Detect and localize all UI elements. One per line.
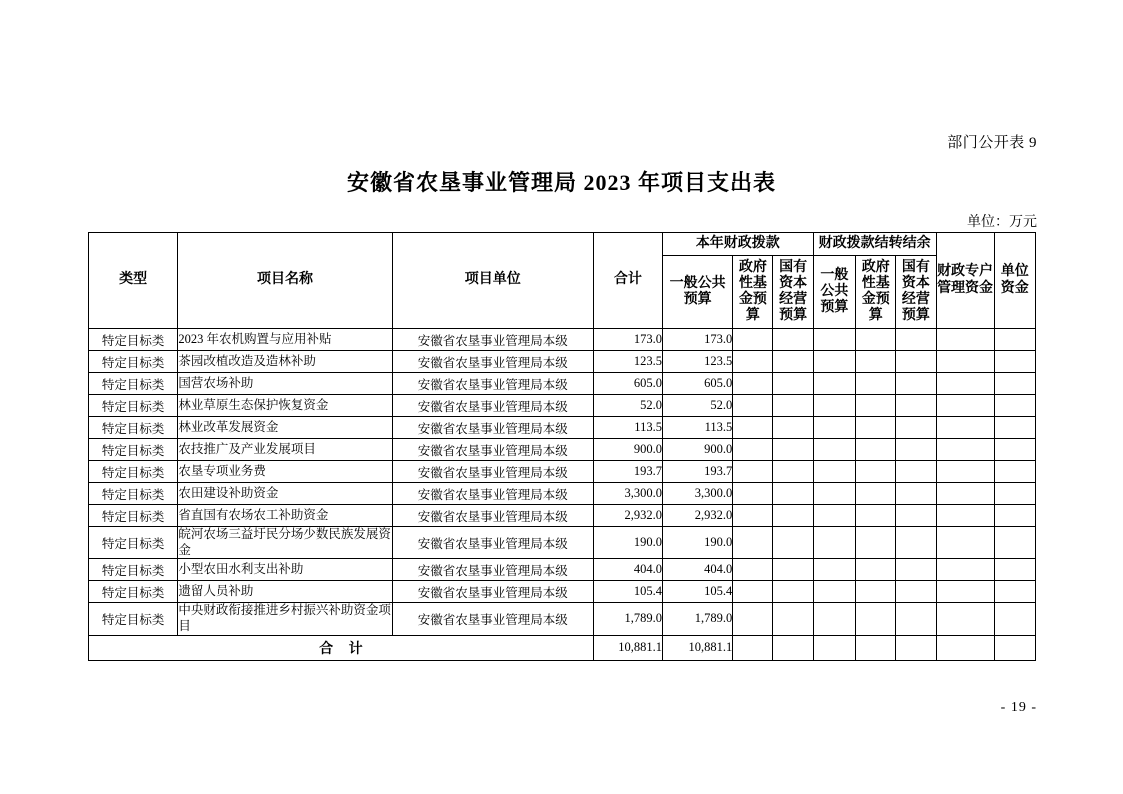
cell-gov-fund-budget	[733, 483, 773, 505]
cell-total: 190.0	[593, 527, 662, 559]
cell-state-capital-budget	[773, 373, 813, 395]
cell-general-public-budget: 52.0	[662, 395, 732, 417]
cell-carry-gov-fund-budget	[856, 559, 896, 581]
table-row	[89, 329, 1036, 351]
cell-general-public-budget: 173.0	[662, 329, 732, 351]
cell-fiscal-special-account	[936, 505, 994, 527]
cell-project-unit: 安徽省农垦事业管理局本级	[392, 417, 593, 439]
cell-state-capital-budget	[773, 581, 813, 603]
cell-carry-state-capital-budget	[896, 603, 936, 635]
cell-gov-fund-budget	[733, 527, 773, 559]
cell-project-unit: 安徽省农垦事业管理局本级	[392, 373, 593, 395]
cell-carry-general-public-budget	[813, 351, 855, 373]
cell-state-capital-budget	[773, 461, 813, 483]
cell-unit-funds	[994, 351, 1035, 373]
cell-project-unit: 安徽省农垦事业管理局本级	[392, 603, 593, 635]
cell-carry-gov-fund-budget	[856, 395, 896, 417]
header-carry-general-public-budget: 一般公共预算	[813, 256, 855, 329]
cell-unit-funds	[994, 559, 1035, 581]
cell-unit-funds	[994, 581, 1035, 603]
cell-type: 特定目标类	[89, 559, 178, 581]
cell-gov-fund-budget	[733, 417, 773, 439]
table-row	[89, 351, 1036, 373]
header-general-public-budget: 一般公共预算	[662, 256, 732, 329]
table-header	[89, 233, 1036, 329]
cell-type: 特定目标类	[89, 483, 178, 505]
cell-carry-state-capital-budget	[896, 329, 936, 351]
cell-state-capital-budget	[773, 483, 813, 505]
cell-gov-fund-budget	[733, 395, 773, 417]
cell-carry-gov-fund-budget	[856, 461, 896, 483]
cell-project-name: 农垦专项业务费	[178, 461, 392, 483]
cell-carry-state-capital-budget	[896, 559, 936, 581]
cell-type: 特定目标类	[89, 581, 178, 603]
cell-general-public-budget: 3,300.0	[662, 483, 732, 505]
cell-carry-general-public-budget	[813, 559, 855, 581]
cell-total: 105.4	[593, 581, 662, 603]
cell-carry-gov-fund-budget	[856, 581, 896, 603]
cell-gov-fund-budget	[733, 505, 773, 527]
cell-project-unit: 安徽省农垦事业管理局本级	[392, 527, 593, 559]
header-project-name: 项目名称	[178, 233, 392, 329]
cell-total: 2,932.0	[593, 505, 662, 527]
header-group-fiscal-year: 本年财政拨款	[662, 233, 813, 256]
cell-unit-funds	[994, 439, 1035, 461]
cell-project-unit: 安徽省农垦事业管理局本级	[392, 329, 593, 351]
header-carry-gov-fund-budget: 政府性基金预算	[856, 256, 896, 329]
cell-type: 特定目标类	[89, 461, 178, 483]
header-fiscal-special-account: 财政专户管理资金	[936, 233, 994, 329]
cell-project-name: 国营农场补助	[178, 373, 392, 395]
cell-project-unit: 安徽省农垦事业管理局本级	[392, 351, 593, 373]
cell-gov-fund-budget	[733, 461, 773, 483]
cell-carry-gov-fund-budget	[856, 351, 896, 373]
cell-carry-general-public-budget	[813, 395, 855, 417]
cell-general-public-budget: 900.0	[662, 439, 732, 461]
header-state-capital-budget: 国有资本经营预算	[773, 256, 813, 329]
table-row	[89, 527, 1036, 559]
cell-carry-general-public-budget	[813, 603, 855, 635]
cell-project-name: 林业草原生态保护恢复资金	[178, 395, 392, 417]
cell-fiscal-special-account	[936, 439, 994, 461]
cell-state-capital-budget	[773, 559, 813, 581]
table-row	[89, 603, 1036, 635]
total-carry-state-capital-budget	[896, 635, 936, 660]
cell-general-public-budget: 1,789.0	[662, 603, 732, 635]
cell-general-public-budget: 113.5	[662, 417, 732, 439]
cell-gov-fund-budget	[733, 603, 773, 635]
cell-gov-fund-budget	[733, 559, 773, 581]
cell-unit-funds	[994, 483, 1035, 505]
cell-fiscal-special-account	[936, 351, 994, 373]
cell-type: 特定目标类	[89, 417, 178, 439]
cell-fiscal-special-account	[936, 417, 994, 439]
cell-gov-fund-budget	[733, 581, 773, 603]
header-project-unit: 项目单位	[392, 233, 593, 329]
project-expenditure-table	[88, 232, 1036, 661]
cell-unit-funds	[994, 417, 1035, 439]
cell-general-public-budget: 193.7	[662, 461, 732, 483]
unit-note: 单位：万元	[967, 215, 1037, 230]
cell-project-unit: 安徽省农垦事业管理局本级	[392, 505, 593, 527]
total-gov-fund-budget	[733, 635, 773, 660]
cell-total: 3,300.0	[593, 483, 662, 505]
cell-total: 52.0	[593, 395, 662, 417]
cell-state-capital-budget	[773, 527, 813, 559]
cell-project-name: 2023 年农机购置与应用补贴	[178, 329, 392, 351]
cell-project-name: 小型农田水利支出补助	[178, 559, 392, 581]
header-total: 合计	[593, 233, 662, 329]
table-total-row	[89, 635, 1036, 660]
cell-carry-general-public-budget	[813, 373, 855, 395]
cell-total: 1,789.0	[593, 603, 662, 635]
cell-unit-funds	[994, 329, 1035, 351]
page-title: 安徽省农垦事业管理局 2023 年项目支出表	[346, 170, 776, 195]
cell-fiscal-special-account	[936, 603, 994, 635]
cell-fiscal-special-account	[936, 559, 994, 581]
table-row	[89, 395, 1036, 417]
cell-gov-fund-budget	[733, 439, 773, 461]
cell-general-public-budget: 123.5	[662, 351, 732, 373]
cell-type: 特定目标类	[89, 351, 178, 373]
cell-total: 404.0	[593, 559, 662, 581]
cell-carry-state-capital-budget	[896, 461, 936, 483]
cell-carry-state-capital-budget	[896, 351, 936, 373]
cell-carry-state-capital-budget	[896, 373, 936, 395]
total-fiscal-special-account	[936, 635, 994, 660]
cell-project-name: 林业改革发展资金	[178, 417, 392, 439]
cell-carry-general-public-budget	[813, 505, 855, 527]
table-row	[89, 483, 1036, 505]
cell-carry-gov-fund-budget	[856, 483, 896, 505]
table-row	[89, 439, 1036, 461]
cell-total: 900.0	[593, 439, 662, 461]
cell-state-capital-budget	[773, 395, 813, 417]
cell-fiscal-special-account	[936, 373, 994, 395]
cell-carry-gov-fund-budget	[856, 505, 896, 527]
cell-general-public-budget: 105.4	[662, 581, 732, 603]
cell-carry-general-public-budget	[813, 461, 855, 483]
cell-carry-general-public-budget	[813, 581, 855, 603]
table-row	[89, 373, 1036, 395]
cell-general-public-budget: 2,932.0	[662, 505, 732, 527]
cell-general-public-budget: 404.0	[662, 559, 732, 581]
cell-unit-funds	[994, 505, 1035, 527]
cell-gov-fund-budget	[733, 351, 773, 373]
cell-project-unit: 安徽省农垦事业管理局本级	[392, 439, 593, 461]
header-unit-funds: 单位资金	[994, 233, 1035, 329]
total-carry-gov-fund-budget	[856, 635, 896, 660]
cell-gov-fund-budget	[733, 329, 773, 351]
page-number: - 19 -	[1000, 700, 1037, 715]
cell-total: 193.7	[593, 461, 662, 483]
cell-carry-state-capital-budget	[896, 395, 936, 417]
cell-carry-state-capital-budget	[896, 527, 936, 559]
cell-unit-funds	[994, 395, 1035, 417]
cell-project-name: 农田建设补助资金	[178, 483, 392, 505]
cell-project-name: 中央财政衔接推进乡村振兴补助资金项目	[178, 603, 392, 635]
cell-unit-funds	[994, 373, 1035, 395]
cell-carry-general-public-budget	[813, 483, 855, 505]
cell-carry-gov-fund-budget	[856, 373, 896, 395]
cell-project-unit: 安徽省农垦事业管理局本级	[392, 559, 593, 581]
cell-fiscal-special-account	[936, 395, 994, 417]
table-body	[89, 329, 1036, 661]
cell-project-name: 茶园改植改造及造林补助	[178, 351, 392, 373]
cell-gov-fund-budget	[733, 373, 773, 395]
header-type: 类型	[89, 233, 178, 329]
cell-project-name: 省直国有农场农工补助资金	[178, 505, 392, 527]
cell-fiscal-special-account	[936, 483, 994, 505]
cell-project-unit: 安徽省农垦事业管理局本级	[392, 395, 593, 417]
cell-type: 特定目标类	[89, 373, 178, 395]
table-row	[89, 559, 1036, 581]
cell-type: 特定目标类	[89, 603, 178, 635]
cell-fiscal-special-account	[936, 461, 994, 483]
cell-unit-funds	[994, 461, 1035, 483]
cell-type: 特定目标类	[89, 395, 178, 417]
cell-fiscal-special-account	[936, 581, 994, 603]
cell-state-capital-budget	[773, 505, 813, 527]
cell-carry-gov-fund-budget	[856, 527, 896, 559]
cell-total: 173.0	[593, 329, 662, 351]
cell-type: 特定目标类	[89, 527, 178, 559]
cell-carry-state-capital-budget	[896, 581, 936, 603]
cell-carry-state-capital-budget	[896, 417, 936, 439]
cell-unit-funds	[994, 527, 1035, 559]
cell-project-unit: 安徽省农垦事业管理局本级	[392, 461, 593, 483]
cell-carry-state-capital-budget	[896, 505, 936, 527]
cell-total: 605.0	[593, 373, 662, 395]
cell-carry-gov-fund-budget	[856, 439, 896, 461]
cell-carry-state-capital-budget	[896, 439, 936, 461]
cell-project-name: 皖河农场三益圩民分场少数民族发展资金	[178, 527, 392, 559]
cell-fiscal-special-account	[936, 527, 994, 559]
cell-project-name: 农技推广及产业发展项目	[178, 439, 392, 461]
cell-state-capital-budget	[773, 603, 813, 635]
cell-carry-general-public-budget	[813, 439, 855, 461]
cell-project-unit: 安徽省农垦事业管理局本级	[392, 483, 593, 505]
total-carry-general-public-budget	[813, 635, 855, 660]
cell-general-public-budget: 190.0	[662, 527, 732, 559]
cell-state-capital-budget	[773, 439, 813, 461]
cell-carry-gov-fund-budget	[856, 329, 896, 351]
cell-carry-state-capital-budget	[896, 483, 936, 505]
cell-state-capital-budget	[773, 329, 813, 351]
cell-project-unit: 安徽省农垦事业管理局本级	[392, 581, 593, 603]
cell-unit-funds	[994, 603, 1035, 635]
table-row	[89, 461, 1036, 483]
cell-type: 特定目标类	[89, 439, 178, 461]
cell-state-capital-budget	[773, 351, 813, 373]
table-row	[89, 417, 1036, 439]
total-amount: 10,881.1	[593, 635, 662, 660]
cell-total: 123.5	[593, 351, 662, 373]
cell-project-name: 遗留人员补助	[178, 581, 392, 603]
cell-type: 特定目标类	[89, 505, 178, 527]
cell-type: 特定目标类	[89, 329, 178, 351]
header-gov-fund-budget: 政府性基金预算	[733, 256, 773, 329]
header-group-fiscal-carryover: 财政拨款结转结余	[813, 233, 936, 256]
cell-general-public-budget: 605.0	[662, 373, 732, 395]
total-state-capital-budget	[773, 635, 813, 660]
table-row	[89, 505, 1036, 527]
total-label: 合 计	[89, 635, 594, 660]
cell-carry-general-public-budget	[813, 417, 855, 439]
cell-state-capital-budget	[773, 417, 813, 439]
cell-carry-general-public-budget	[813, 527, 855, 559]
total-general-public-budget: 10,881.1	[662, 635, 732, 660]
total-unit-funds	[994, 635, 1035, 660]
cell-total: 113.5	[593, 417, 662, 439]
cell-fiscal-special-account	[936, 329, 994, 351]
cell-carry-general-public-budget	[813, 329, 855, 351]
header-carry-state-capital-budget: 国有资本经营预算	[896, 256, 936, 329]
form-number: 部门公开表 9	[947, 135, 1037, 151]
table-row	[89, 581, 1036, 603]
cell-carry-gov-fund-budget	[856, 417, 896, 439]
cell-carry-gov-fund-budget	[856, 603, 896, 635]
